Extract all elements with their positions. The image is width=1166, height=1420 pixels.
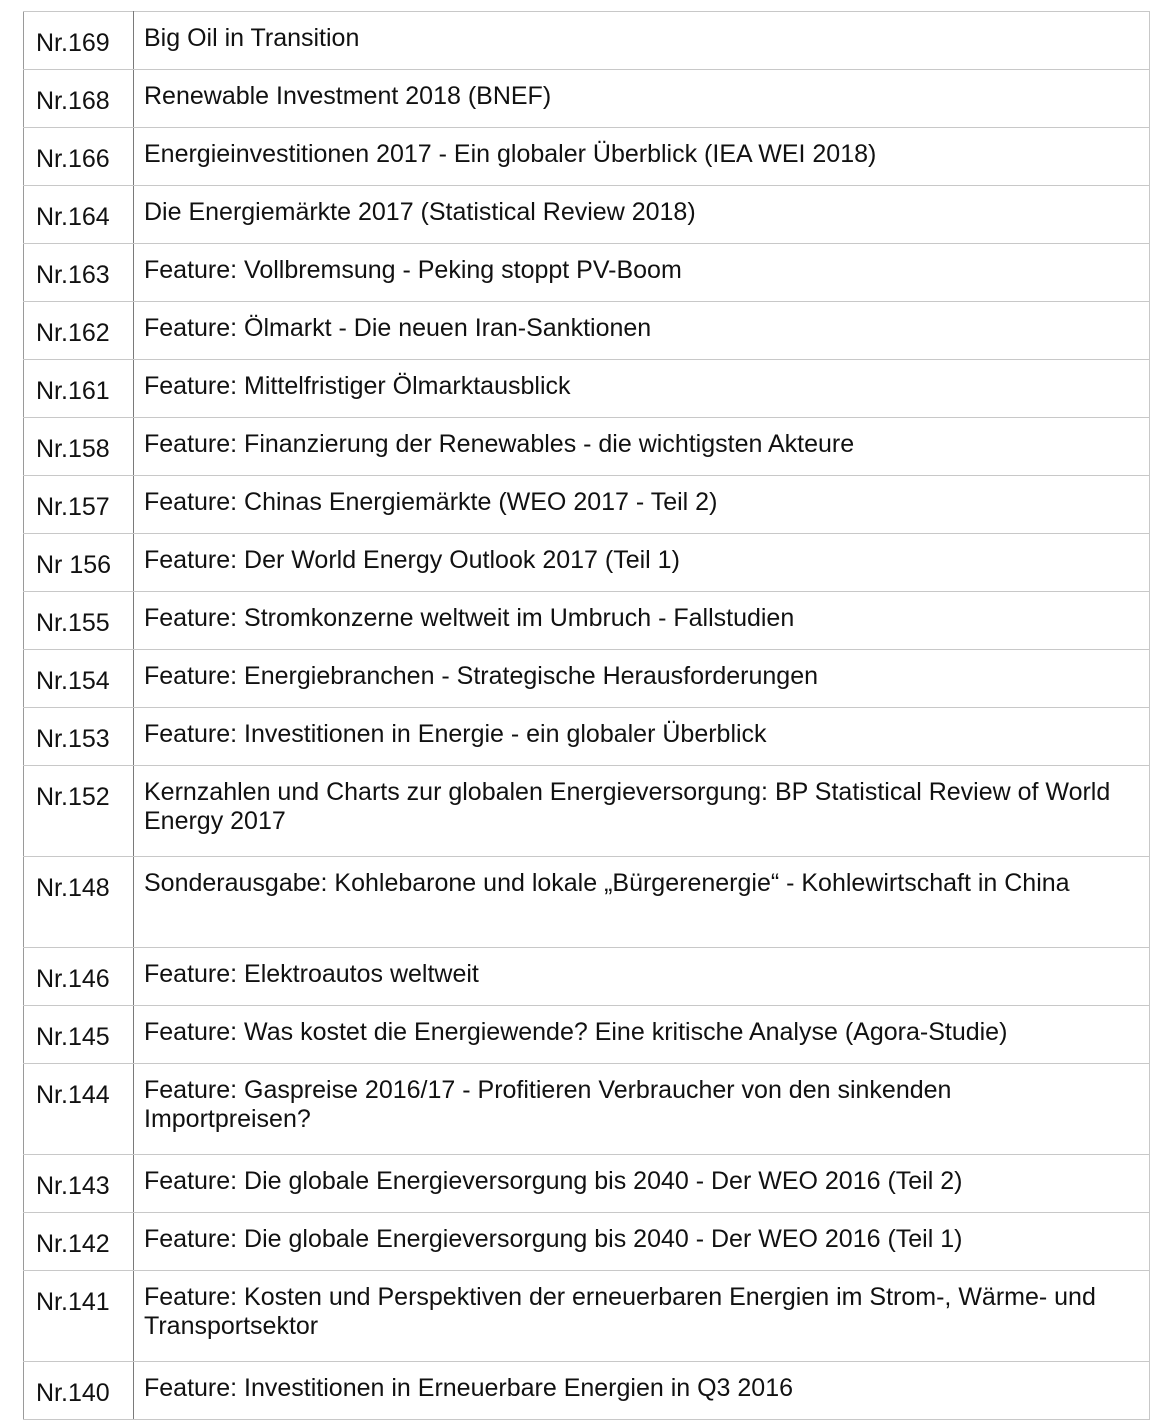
issue-number: Nr.164 xyxy=(24,186,134,244)
issue-number: Nr.154 xyxy=(24,650,134,708)
table-row xyxy=(24,766,1150,857)
issue-title[interactable]: Feature: Chinas Energiemärkte (WEO 2017 - Teil 2) xyxy=(134,476,1150,534)
table-row xyxy=(24,360,1150,418)
table-row xyxy=(24,1271,1150,1362)
table-row xyxy=(24,1006,1150,1064)
issue-title[interactable]: Big Oil in Transition xyxy=(134,12,1150,70)
issue-number: Nr.143 xyxy=(24,1155,134,1213)
issue-number: Nr.152 xyxy=(24,766,134,857)
issue-title[interactable]: Feature: Die globale Energieversorgung bis 2040 - Der WEO 2016 (Teil 2) xyxy=(134,1155,1150,1213)
issue-number: Nr.144 xyxy=(24,1064,134,1155)
table-row xyxy=(24,302,1150,360)
table-row xyxy=(24,857,1150,948)
issue-table xyxy=(23,11,1150,1420)
issue-number: Nr.145 xyxy=(24,1006,134,1064)
table-row xyxy=(24,128,1150,186)
table-row xyxy=(24,70,1150,128)
issue-title[interactable]: Energieinvestitionen 2017 - Ein globaler Überblick (IEA WEI 2018) xyxy=(134,128,1150,186)
issue-title[interactable]: Feature: Ölmarkt - Die neuen Iran-Sanktionen xyxy=(134,302,1150,360)
issue-title[interactable]: Feature: Elektroautos weltweit xyxy=(134,948,1150,1006)
issue-title[interactable]: Feature: Mittelfristiger Ölmarktausblick xyxy=(134,360,1150,418)
issue-number: Nr.158 xyxy=(24,418,134,476)
issue-number: Nr 156 xyxy=(24,534,134,592)
issue-list xyxy=(23,11,1149,1420)
issue-number: Nr.155 xyxy=(24,592,134,650)
issue-number: Nr.141 xyxy=(24,1271,134,1362)
issue-number: Nr.142 xyxy=(24,1213,134,1271)
issue-number: Nr.161 xyxy=(24,360,134,418)
issue-title[interactable]: Feature: Die globale Energieversorgung bis 2040 - Der WEO 2016 (Teil 1) xyxy=(134,1213,1150,1271)
issue-title[interactable]: Feature: Der World Energy Outlook 2017 (Teil 1) xyxy=(134,534,1150,592)
issue-number: Nr.146 xyxy=(24,948,134,1006)
table-row xyxy=(24,12,1150,70)
table-row xyxy=(24,418,1150,476)
issue-number: Nr.140 xyxy=(24,1362,134,1420)
issue-title[interactable]: Feature: Kosten und Perspektiven der erneuerbaren Energien im Strom-, Wärme- und Transportsektor xyxy=(134,1271,1150,1362)
issue-title[interactable]: Renewable Investment 2018 (BNEF) xyxy=(134,70,1150,128)
issue-title[interactable]: Feature: Vollbremsung - Peking stoppt PV-Boom xyxy=(134,244,1150,302)
issue-number: Nr.157 xyxy=(24,476,134,534)
table-row xyxy=(24,534,1150,592)
table-row xyxy=(24,650,1150,708)
issue-number: Nr.168 xyxy=(24,70,134,128)
issue-title[interactable]: Kernzahlen und Charts zur globalen Energieversorgung: BP Statistical Review of World Energy 2017 xyxy=(134,766,1150,857)
table-row xyxy=(24,244,1150,302)
issue-number: Nr.163 xyxy=(24,244,134,302)
table-row xyxy=(24,592,1150,650)
issue-title[interactable]: Feature: Investitionen in Energie - ein globaler Überblick xyxy=(134,708,1150,766)
issue-title[interactable]: Die Energiemärkte 2017 (Statistical Review 2018) xyxy=(134,186,1150,244)
issue-title[interactable]: Feature: Was kostet die Energiewende? Eine kritische Analyse (Agora-Studie) xyxy=(134,1006,1150,1064)
issue-number: Nr.162 xyxy=(24,302,134,360)
issue-number: Nr.169 xyxy=(24,12,134,70)
table-row xyxy=(24,948,1150,1006)
issue-title[interactable]: Feature: Stromkonzerne weltweit im Umbruch - Fallstudien xyxy=(134,592,1150,650)
table-row xyxy=(24,1155,1150,1213)
issue-title[interactable]: Feature: Energiebranchen - Strategische Herausforderungen xyxy=(134,650,1150,708)
table-row xyxy=(24,186,1150,244)
issue-title[interactable]: Feature: Gaspreise 2016/17 - Profitieren Verbraucher von den sinkenden Importpreisen? xyxy=(134,1064,1150,1155)
table-row xyxy=(24,1362,1150,1420)
table-row xyxy=(24,1213,1150,1271)
issue-number: Nr.166 xyxy=(24,128,134,186)
table-row xyxy=(24,708,1150,766)
issue-title[interactable]: Sonderausgabe: Kohlebarone und lokale „Bürgerenergie“ - Kohlewirtschaft in China xyxy=(134,857,1150,948)
issue-number: Nr.148 xyxy=(24,857,134,948)
table-row xyxy=(24,1064,1150,1155)
table-row xyxy=(24,476,1150,534)
issue-number: Nr.153 xyxy=(24,708,134,766)
issue-title[interactable]: Feature: Investitionen in Erneuerbare Energien in Q3 2016 xyxy=(134,1362,1150,1420)
issue-title[interactable]: Feature: Finanzierung der Renewables - die wichtigsten Akteure xyxy=(134,418,1150,476)
